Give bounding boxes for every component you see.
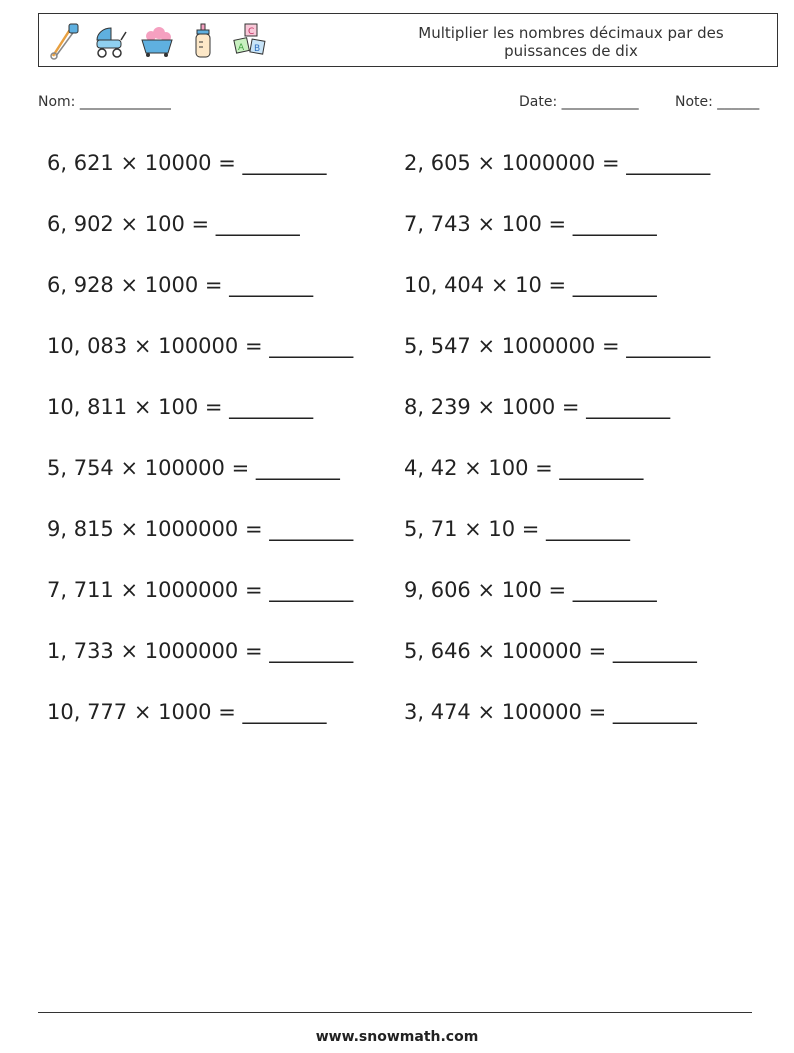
abc-blocks-icon [231, 22, 267, 60]
footer-divider [38, 1012, 752, 1013]
problem-right-3: 10, 404 × 10 = ________ [404, 273, 657, 297]
problem-right-6: 4, 42 × 100 = ________ [404, 456, 644, 480]
problem-left-5: 10, 811 × 100 = ________ [47, 395, 314, 419]
header-icons [47, 20, 267, 62]
name-field: Nom: _____________ [38, 94, 171, 110]
worksheet-header [38, 13, 778, 67]
problem-right-10: 3, 474 × 100000 = ________ [404, 700, 697, 724]
note-field: Note: ______ [675, 94, 760, 110]
problem-left-10: 10, 777 × 1000 = ________ [47, 700, 327, 724]
stroller-icon [93, 22, 129, 60]
problem-right-5: 8, 239 × 1000 = ________ [404, 395, 671, 419]
baby-bottle-icon [185, 22, 221, 60]
problem-left-9: 1, 733 × 1000000 = ________ [47, 639, 354, 663]
problem-left-4: 10, 083 × 100000 = ________ [47, 334, 354, 358]
problem-left-6: 5, 754 × 100000 = ________ [47, 456, 340, 480]
baby-bath-icon [139, 22, 175, 60]
problem-right-4: 5, 547 × 1000000 = ________ [404, 334, 711, 358]
svg-text:B: B [254, 44, 261, 54]
svg-text:A: A [238, 43, 245, 53]
problem-left-7: 9, 815 × 1000000 = ________ [47, 517, 354, 541]
safety-pin-icon [47, 22, 83, 60]
problem-left-8: 7, 711 × 1000000 = ________ [47, 578, 354, 602]
date-field: Date: ___________ [519, 94, 639, 110]
svg-text:C: C [248, 27, 255, 37]
problem-left-3: 6, 928 × 1000 = ________ [47, 273, 314, 297]
page-title: Multiplier les nombres décimaux par des puissances de dix [418, 24, 724, 60]
problem-right-9: 5, 646 × 100000 = ________ [404, 639, 697, 663]
footer-url: www.snowmath.com [315, 1029, 479, 1045]
problem-left-1: 6, 621 × 10000 = ________ [47, 151, 327, 175]
problem-right-1: 2, 605 × 1000000 = ________ [404, 151, 711, 175]
problem-right-8: 9, 606 × 100 = ________ [404, 578, 657, 602]
problem-left-2: 6, 902 × 100 = ________ [47, 212, 300, 236]
problem-right-7: 5, 71 × 10 = ________ [404, 517, 631, 541]
problem-right-2: 7, 743 × 100 = ________ [404, 212, 657, 236]
